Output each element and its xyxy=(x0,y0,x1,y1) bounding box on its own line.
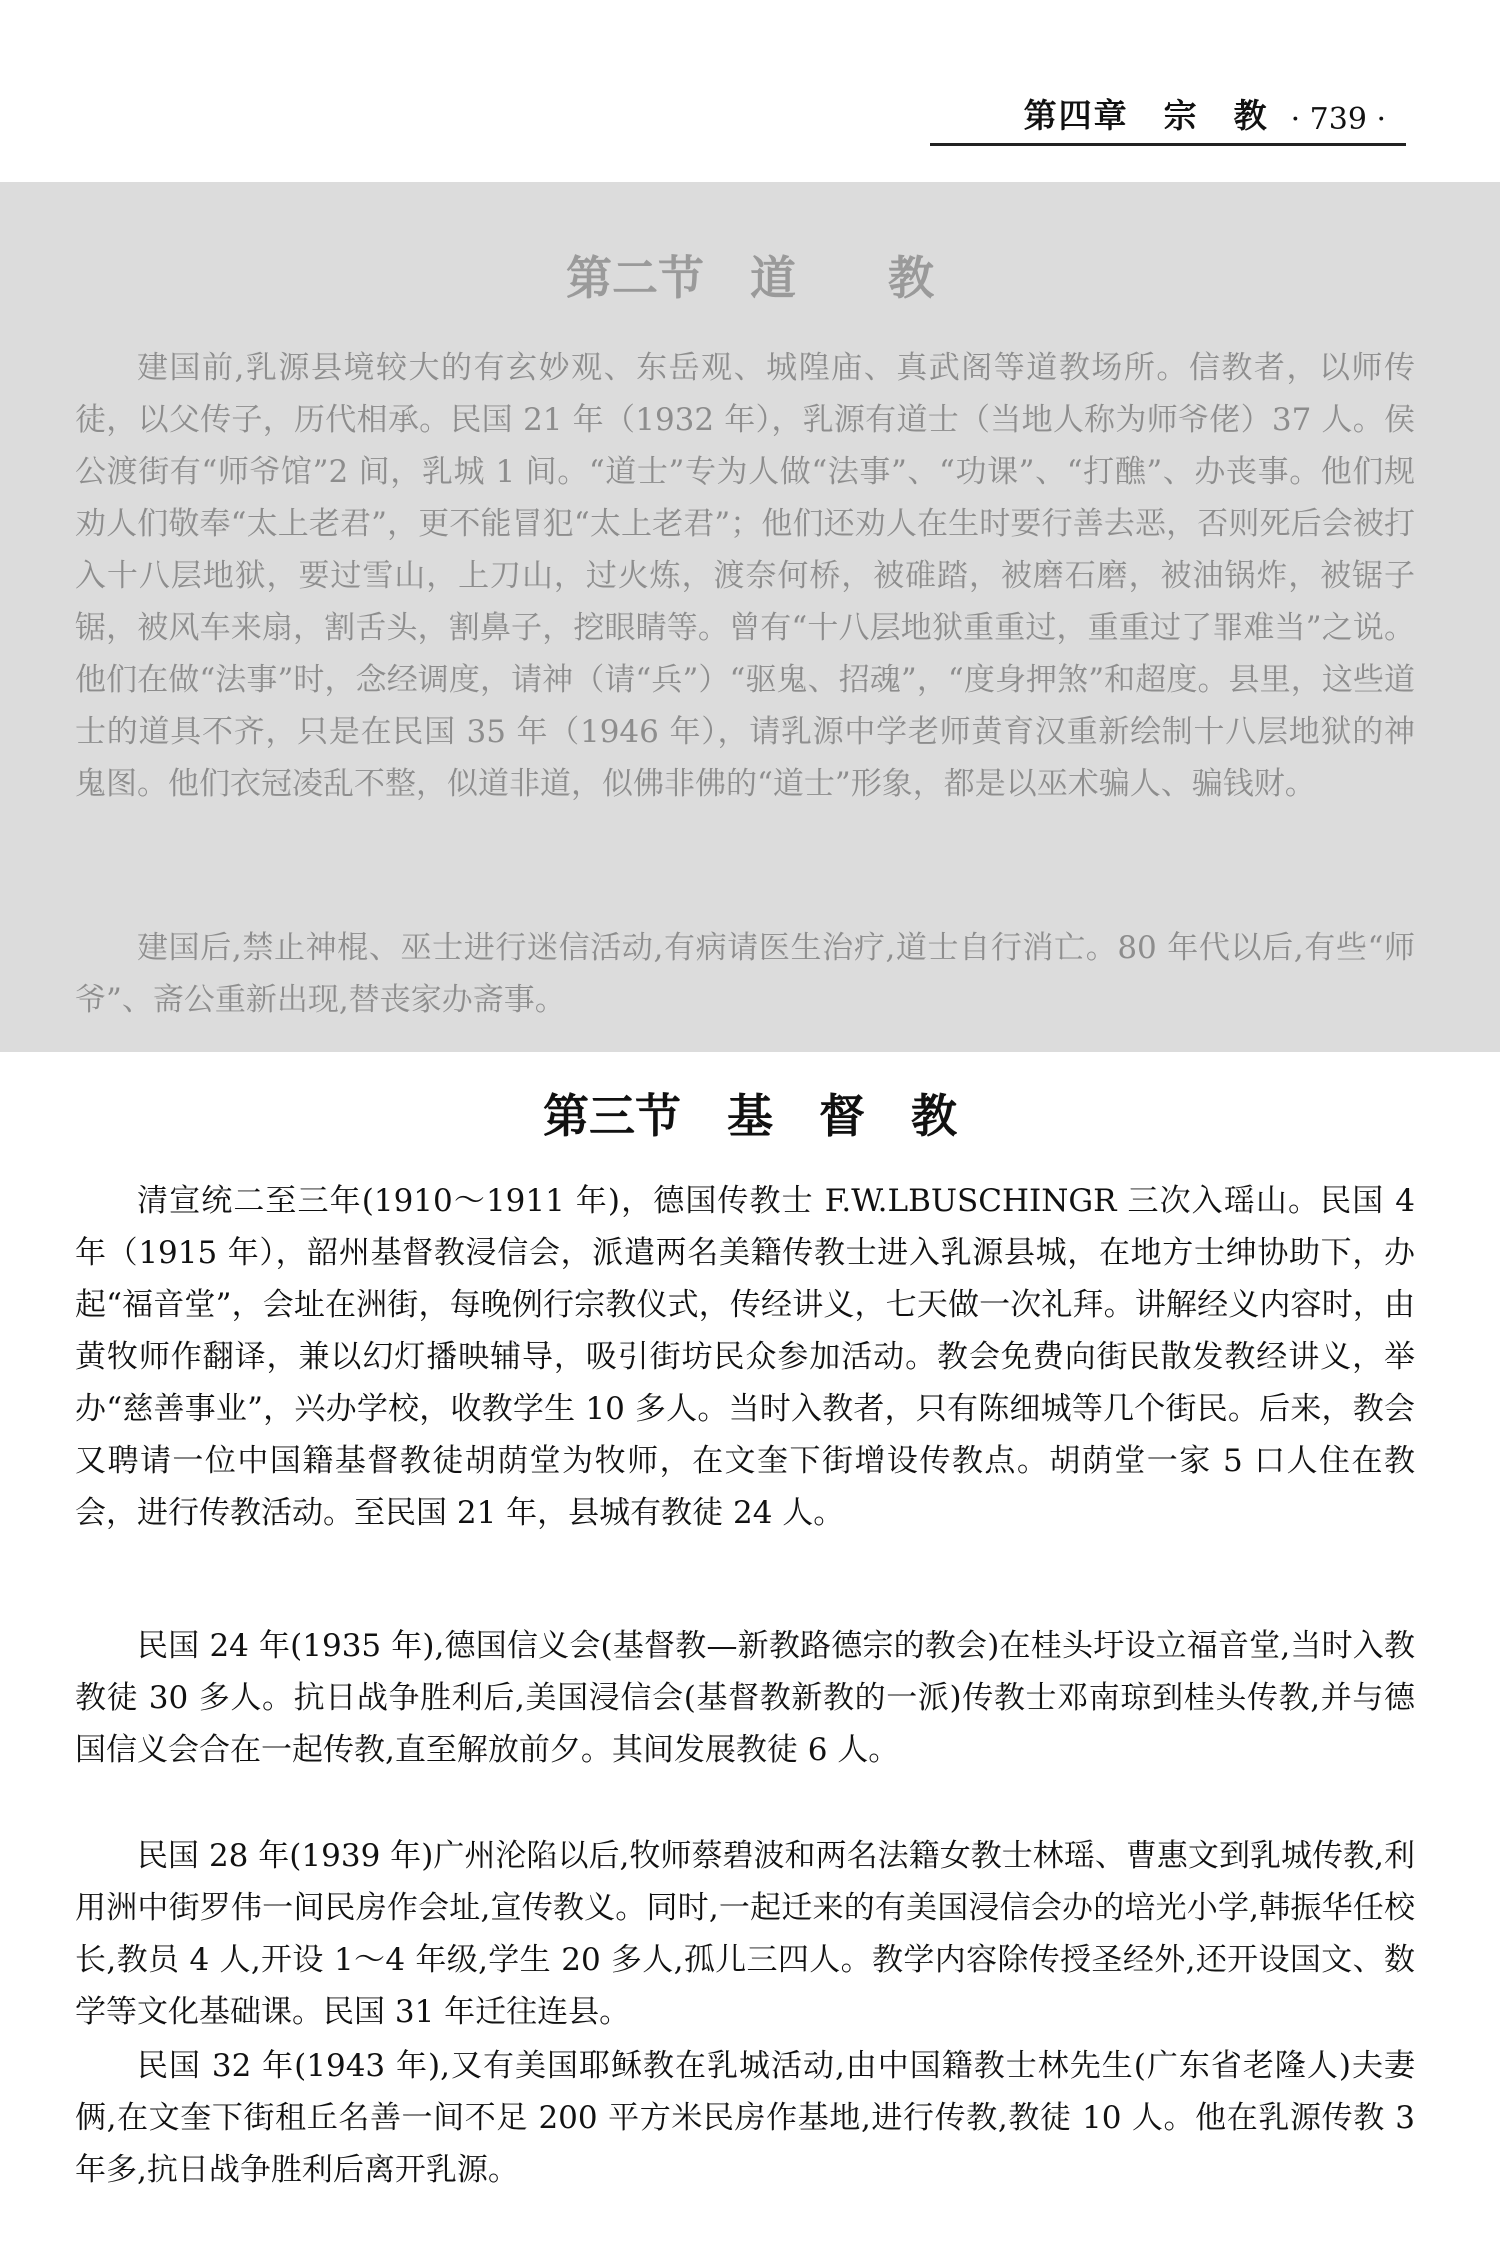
paragraph: 民国 24 年(1935 年),德国信义会(基督教—新教路德宗的教会)在桂头圩设立福音堂,当时入教教徒 30 多人。抗日战争胜利后,美国浸信会(基督教新教的一派)传教士邓南琼到桂头传教,并与德国信义会合在一起传教,直至解放前夕。其间发展教徒 6 人。 xyxy=(75,1628,1415,1768)
page-number: · 739 · xyxy=(1290,102,1386,137)
running-head xyxy=(930,94,1406,146)
paragraph: 民国 32 年(1943 年),又有美国耶稣教在乳城活动,由中国籍教士林先生(广东省老隆人)夫妻俩,在文奎下街租丘名善一间不足 200 平方米民房作基地,进行传教,教徒 10 人。他在乳源传教 3 年多,抗日战争胜利后离开乳源。 xyxy=(75,2048,1415,2188)
paragraph: 建国后,禁止神棍、巫士进行迷信活动,有病请医生治疗,道士自行消亡。80 年代以后,有些“师爷”、斋公重新出现,替丧家办斋事。 xyxy=(75,930,1415,1018)
paragraph: 清宣统二至三年(1910～1911 年)，德国传教士 F.W.LBUSCHINGR 三次入瑶山。民国 4 年（1915 年），韶州基督教浸信会，派遣两名美籍传教士进入乳源县城，在地方士绅协助下，办起“福音堂”，会址在洲街，每晚例行宗教仪式，传经讲义，七天做一次礼拜。讲解经义内容时，由黄牧师作翻译，兼以幻灯播映辅导，吸引街坊民众参加活动。教会免费向街民散发教经讲义，举办“慈善事业”，兴办学校，收教学生 10 多人。当时入教者，只有陈细城等几个街民。后来，教会又聘请一位中国籍基督教徒胡荫堂为牧师，在文奎下街增设传教点。胡荫堂一家 5 口人住在教会，进行传教活动。至民国 21 年，县城有教徒 24 人。 xyxy=(75,1183,1415,1531)
section-title-daoism: 第二节 道 教 xyxy=(566,251,934,305)
paragraph: 建国前,乳源县境较大的有玄妙观、东岳观、城隍庙、真武阁等道教场所。信教者，以师传徒，以父传子，历代相承。民国 21 年（1932 年），乳源有道士（当地人称为师爷佬）37 人。侯公渡街有“师爷馆”2 间，乳城 1 间。“道士”专为人做“法事”、“功课”、“打醮”、办丧事。他们规劝人们敬奉“太上老君”，更不能冒犯“太上老君”；他们还劝人在生时要行善去恶，否则死后会被打入十八层地狱，要过雪山，上刀山，过火炼，渡奈何桥，被碓踏，被磨石磨，被油锅炸，被锯子锯，被风车来扇，割舌头，割鼻子，挖眼睛等。曾有“十八层地狱重重过，重重过了罪难当”之说。他们在做“法事”时，念经调度，请神（请“兵”）“驱鬼、招魂”，“度身押煞”和超度。县里，这些道士的道具不齐，只是在民国 35 年（1946 年），请乳源中学老师黄育汉重新绘制十八层地狱的神鬼图。他们衣冠凌乱不整，似道非道，似佛非佛的“道士”形象，都是以巫术骗人、骗钱财。 xyxy=(75,350,1415,802)
chapter-title: 第四章 宗 教 xyxy=(1023,96,1269,135)
section-title-christianity: 第三节 基 督 教 xyxy=(543,1089,957,1143)
section-daoism xyxy=(0,182,1500,1052)
paragraph: 民国 28 年(1939 年)广州沦陷以后,牧师蔡碧波和两名法籍女教士林瑶、曹惠文到乳城传教,利用洲中街罗伟一间民房作会址,宣传教义。同时,一起迁来的有美国浸信会办的培光小学,韩振华任校长,教员 4 人,开设 1～4 年级,学生 20 多人,孤儿三四人。教学内容除传授圣经外,还开设国文、数学等文化基础课。民国 31 年迁往连县。 xyxy=(75,1838,1415,2030)
